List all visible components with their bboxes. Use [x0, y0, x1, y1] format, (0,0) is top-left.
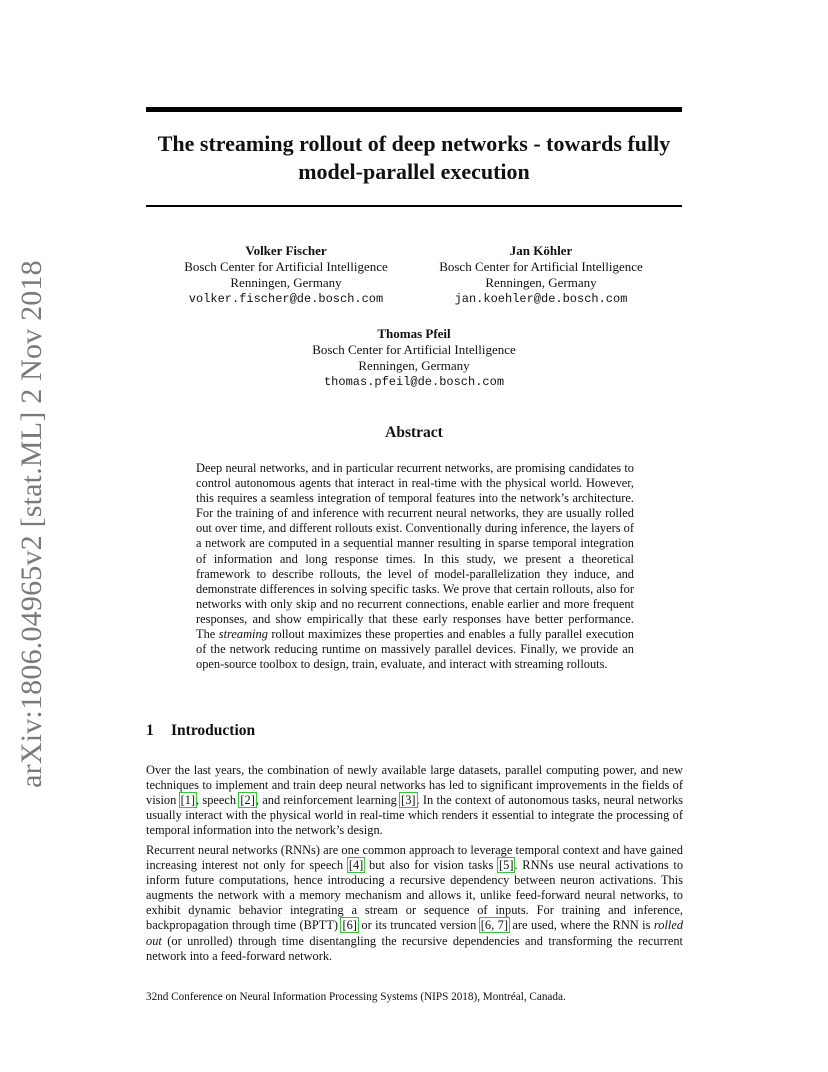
abstract-text-part: rollout maximizes these properties and enables a fully parallel execution of the network reducing runtime on massively parallel devices. Finally, we provide an open-source toolbox to design, train, evaluate, and interact with streaming rollouts. [196, 627, 634, 672]
conference-footnote: 32nd Conference on Neural Information Processing Systems (NIPS 2018), Montréal, Canada. [146, 991, 566, 1003]
author-email[interactable]: volker.fischer@de.bosch.com [188, 292, 384, 306]
author-name: Jan Köhler [509, 243, 573, 258]
paragraph-text: , and reinforcement learning [255, 793, 401, 808]
citation-link[interactable]: [5] [499, 858, 514, 873]
author-affiliation: Bosch Center for Artificial Intelligence [184, 259, 388, 274]
author-location: Renningen, Germany [485, 275, 597, 290]
paragraph-text: , speech [196, 793, 240, 808]
paragraph-emphasis: rolled out [146, 918, 684, 948]
citation-link[interactable]: [3] [401, 793, 416, 808]
body-paragraph [146, 843, 683, 964]
arxiv-stamp [12, 260, 52, 788]
citation-link[interactable]: [4] [348, 858, 364, 873]
paragraph-text: (or unrolled) through time disentangling the recursive dependencies and transforming the recurrent network into a feed-forward network. [146, 933, 683, 963]
author-block [284, 326, 544, 390]
author-name: Volker Fischer [245, 243, 327, 258]
citation-link[interactable]: [6, 7] [480, 918, 508, 933]
citation-link[interactable]: [1] [180, 793, 196, 808]
author-email[interactable]: jan.koehler@de.bosch.com [454, 292, 628, 306]
author-block [156, 243, 416, 307]
abstract-emphasis: streaming [218, 627, 268, 642]
paragraph-text: Over the last years, the combination of newly available large datasets, parallel computing power, and new techniques to implement and train deep neural networks has led to significant improvements in the fields of vision [146, 763, 683, 808]
title-rule-top [146, 107, 682, 112]
paragraph-text: or its truncated version [357, 918, 480, 933]
author-location: Renningen, Germany [358, 358, 470, 373]
abstract-text-part: Deep neural networks, and in particular recurrent networks, are promising candidates to control autonomous agents that interact in real-time with the physical world. However, this requires a seamless integration of temporal features into the network’s architecture. For the training of and inference with recurrent neural networks, they are usually rolled out over time, and different rollouts exist. Conventionally during inference, the layers of a network are computed in a sequential manner resulting in sparse temporal integration of information and long response times. In this study, we present a theoretical framework to describe rollouts, the level of model-parallelization they induce, and demonstrate differences in solving specific tasks. We prove that certain rollouts, also for networks with only skip and no recurrent connections, enable earlier and more frequent responses, and show empirically that these early responses have better performance. The [196, 461, 634, 642]
author-affiliation: Bosch Center for Artificial Intelligence [312, 342, 516, 357]
author-block [411, 243, 671, 307]
abstract-text [196, 461, 634, 672]
citation-link[interactable]: [2] [240, 793, 255, 808]
title-rule-bottom [146, 205, 682, 207]
paper-title: The streaming rollout of deep networks - towards fully model-parallel execution [157, 131, 671, 184]
author-location: Renningen, Germany [230, 275, 342, 290]
paragraph-text: Recurrent neural networks (RNNs) are one common approach to leverage temporal context and have gained increasing interest not only for speech [146, 843, 683, 873]
citation-link[interactable]: [6] [342, 918, 357, 933]
paragraph-text: . In the context of autonomous tasks, neural networks usually interact with the physical world in real-time which renders it essential to integrate the processing of temporal information into the network’s design. [146, 793, 684, 838]
arxiv-id: arXiv:1806.04965v2 [stat.ML] 2 Nov 2018 [15, 260, 48, 788]
author-affiliation: Bosch Center for Artificial Intelligence [439, 259, 643, 274]
body-paragraph [146, 763, 683, 838]
section-number: 1 [146, 722, 154, 739]
author-name: Thomas Pfeil [377, 326, 451, 341]
abstract-heading: Abstract [385, 424, 443, 441]
paragraph-text: are used, where the RNN is [508, 918, 654, 933]
author-email[interactable]: thomas.pfeil@de.bosch.com [323, 375, 505, 389]
section-title: Introduction [171, 722, 256, 739]
paragraph-text: . RNNs use neural activations to inform future computations, hence introducing a recursive dependency between neuron activations. This augments the network with a memory mechanism and allows it, unlike feed-forward neural networks, to exhibit dynamic behavior integrating a stream or sequence of inputs. For training and inference, backpropagation through time (BPTT) [146, 858, 684, 933]
paragraph-text: but also for vision tasks [364, 858, 499, 873]
section-heading [146, 722, 255, 740]
